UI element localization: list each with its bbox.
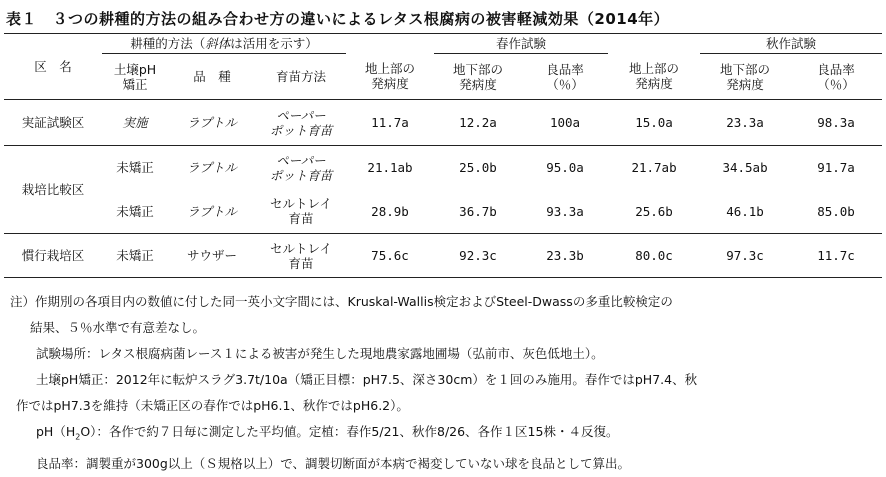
row-area: 栽培比較区 [4, 146, 102, 234]
row-variety: ラプトル [168, 100, 256, 146]
row-value: 91.7a [817, 160, 855, 176]
row-value: 95.0a [546, 160, 584, 176]
row-value: 34.5ab [722, 160, 768, 176]
row-area: 慣行栽培区 [4, 234, 102, 278]
row-value: 85.0b [790, 190, 882, 234]
note-soil-ph-cont: 作ではpH7.3を維持（未矯正区の春作ではpH6.1、秋作ではpH6.2）。 [16, 398, 409, 413]
row-value: 36.7b [434, 190, 522, 234]
row-value: 15.0a [608, 100, 700, 146]
row-value: 21.7ab [631, 160, 677, 176]
note-good-rate: 良品率：調製重が300g以上（Ｓ規格以上）で、調製切断面が本病で褐変していない球を良品として算出。 [36, 455, 631, 471]
row-soil: 実施 [102, 100, 168, 146]
header-spring-above: 地上部の 発病度 [346, 54, 434, 100]
note-ph-measure: $pH(H_2O)$：各作で約７日毎に測定した平均値。定植：春作5/21、秋作8/26、各作１区15株・４反復。 [36, 424, 619, 442]
row-seedling: ペーパー ポット育苗 [256, 100, 346, 146]
header-method-group: 耕種的方法（斜体は活用を示す） [102, 34, 346, 54]
table-row [4, 100, 882, 146]
row-value: 100a [522, 100, 608, 146]
row-value: 23.3b [522, 234, 608, 278]
row-value: 23.3a [700, 100, 790, 146]
header-autumn: 秋作試験 [700, 34, 882, 54]
row-seedling: セルトレイ 育苗 [256, 190, 346, 234]
header-variety: 品 種 [168, 54, 256, 100]
table-row [4, 190, 882, 234]
table-row [4, 234, 882, 278]
row-value: 92.3c [434, 234, 522, 278]
row-seedling: ペーパー ポット育苗 [269, 152, 333, 183]
note-significance: 注）作期別の各項目内の数値に付した同一英小文字間には、Kruskal-Wallis検定およびSteel-Dwassの多重比較検定の [10, 294, 673, 309]
row-variety: ラプトル [186, 160, 237, 176]
header-autumn-above: 地上部の 発病度 [608, 54, 700, 100]
header-autumn-good: 良品率 （％） [790, 54, 882, 100]
row-value: 93.3a [522, 190, 608, 234]
note-soil-ph: 土壌pH矯正：2012年に転炉スラグ3.7t/10a（矯正目標：pH7.5、深さ30cm）を１回のみ施用。春作ではpH7.4、秋 [36, 372, 698, 387]
header-autumn-below: 地下部の 発病度 [700, 54, 790, 100]
row-variety: サウザー [168, 234, 256, 278]
table-title: 表１ ３つの耕種的方法の組み合わせ方の違いによるレタス根腐病の被害軽減効果（2014年） [6, 10, 670, 28]
row-value: 21.1ab [367, 160, 413, 176]
row-area: 実証試験区 [4, 100, 102, 146]
header-seedling: 育苗方法 [256, 54, 346, 100]
table-row [4, 146, 882, 190]
row-value: 12.2a [434, 100, 522, 146]
header-spring-good: 良品率 （％） [522, 54, 608, 100]
header-area: 区 名 [4, 34, 102, 100]
row-value: 11.7a [346, 100, 434, 146]
row-value: 25.0b [459, 160, 497, 176]
header-soil-ph: 土壌pH 矯正 [102, 54, 168, 100]
row-soil: 未矯正 [102, 234, 168, 278]
row-variety: ラプトル [168, 190, 256, 234]
row-value: 75.6c [346, 234, 434, 278]
results-table [4, 33, 882, 278]
note-significance-cont: 結果、５％水準で有意差なし。 [30, 320, 206, 335]
row-value: 80.0c [608, 234, 700, 278]
row-value: 98.3a [790, 100, 882, 146]
row-value: 28.9b [346, 190, 434, 234]
row-value: 11.7c [790, 234, 882, 278]
row-soil: 未矯正 [116, 160, 154, 176]
row-value: 97.3c [700, 234, 790, 278]
table-notes [10, 289, 882, 477]
row-soil: 未矯正 [102, 190, 168, 234]
note-site: 試験場所：レタス根腐病菌レース１による被害が発生した現地農家露地圃場（弘前市、灰色低地土）。 [36, 346, 604, 361]
row-value: 46.1b [700, 190, 790, 234]
row-seedling: セルトレイ 育苗 [256, 234, 346, 278]
row-value: 25.6b [608, 190, 700, 234]
header-spring-below: 地下部の 発病度 [434, 54, 522, 100]
header-spring: 春作試験 [434, 34, 608, 54]
